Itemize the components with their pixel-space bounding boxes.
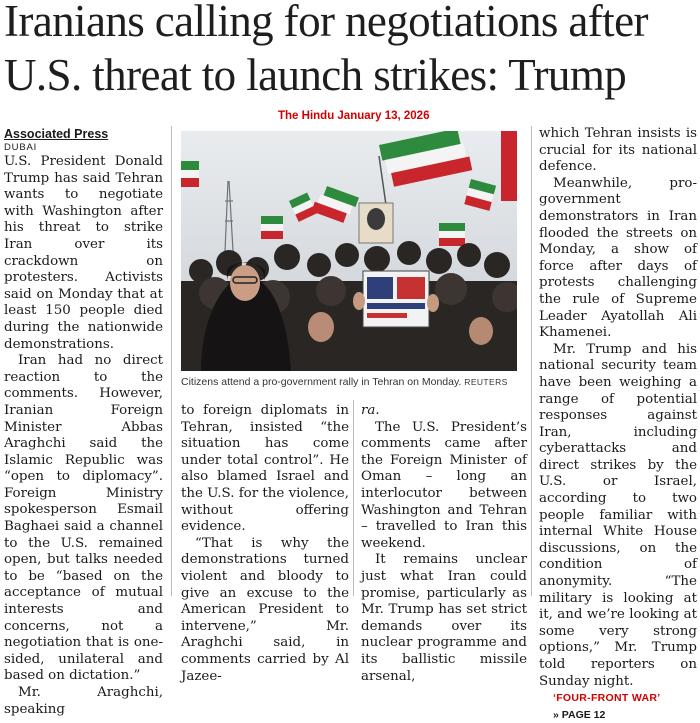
column-1 xyxy=(4,126,163,718)
paragraph: “That is why the demonstrations turned violent and bloody to give an excuse to the American President to intervene,” Mr. Araghchi said, in comments carried by Al Jazee- xyxy=(181,535,349,684)
column-4 xyxy=(539,126,697,723)
paragraph: which Tehran insists is crucial for its national defence. xyxy=(539,126,697,175)
column-rule xyxy=(531,126,532,596)
paragraph: Meanwhile, pro-government demonstrators in Iran flooded the streets on Monday, a show of force after days of protests challenging the rule of Supreme Leader Ayatollah Ali Khamenei. xyxy=(539,175,697,341)
source-credit: The Hindu January 13, 2026 xyxy=(278,110,430,122)
photo-agency: REUTERS xyxy=(464,377,508,387)
paragraph: Iran had no direct reaction to the comments. However, Iranian Foreign Minister Abbas Araghchi said the Islamic Republic was “open to diplomacy”. Foreign Ministry spokesperson Esmail Baghaei said a channel to the U.S. remained open, but talks needed to be “based on the acceptance of mutual interests and concerns, not a negotiation that is one-sided, unilateral and based on dictation.” xyxy=(4,353,163,684)
headline: Iranians calling for negotiations after U.S. threat to launch strikes: Trump xyxy=(4,0,648,100)
photo-caption xyxy=(181,375,521,389)
paragraph: ra. xyxy=(361,403,380,418)
paragraph: The U.S. President’s comments came after the Foreign Minister of Oman – long an interlocutor between Washington and Tehran – travelled to Iran this weekend. xyxy=(361,419,527,551)
paragraph: Mr. Trump and his national security team have been weighing a range of potential responses against Iran, including cyberattacks and direct strikes by the U.S. or Israel, according to two people familiar with internal White House discussions, on the condition of anonymity. “The military is looking at it, and we’re looking at some very strong options,” Mr. Trump told reporters on Sunday night. xyxy=(539,341,697,689)
jump-page-link[interactable]: » PAGE 12 xyxy=(553,708,606,721)
column-rule xyxy=(171,126,172,596)
news-photo xyxy=(181,131,517,371)
dateline: DUBAI xyxy=(4,142,38,153)
column-2 xyxy=(181,403,349,685)
column-rule xyxy=(353,400,354,596)
jump-kicker: ‘FOUR-FRONT WAR’ xyxy=(553,692,661,705)
paragraph: Mr. Araghchi, speaking xyxy=(4,685,163,717)
paragraph: to foreign diplomats in Tehran, insisted “the situation has come under total control”. He also blamed Israel and the U.S. for the violence, without offering evidence. xyxy=(181,403,349,535)
paragraph: It remains unclear just what Iran could promise, particularly as Mr. Trump has set strict demands over its nuclear programme and its ballistic missile arsenal, xyxy=(361,552,527,684)
caption-text: Citizens attend a pro-government rally in Tehran on Monday. xyxy=(181,376,462,388)
column-3 xyxy=(361,403,527,685)
paragraph: U.S. President Donald Trump has said Tehran wants to negotiate with Washington after his threat to strike Iran over its crackdown on protesters. Activists said on Monday that at least 150 people died during the nationwide demonstrations. xyxy=(4,154,163,352)
byline: Associated Press xyxy=(4,127,109,141)
